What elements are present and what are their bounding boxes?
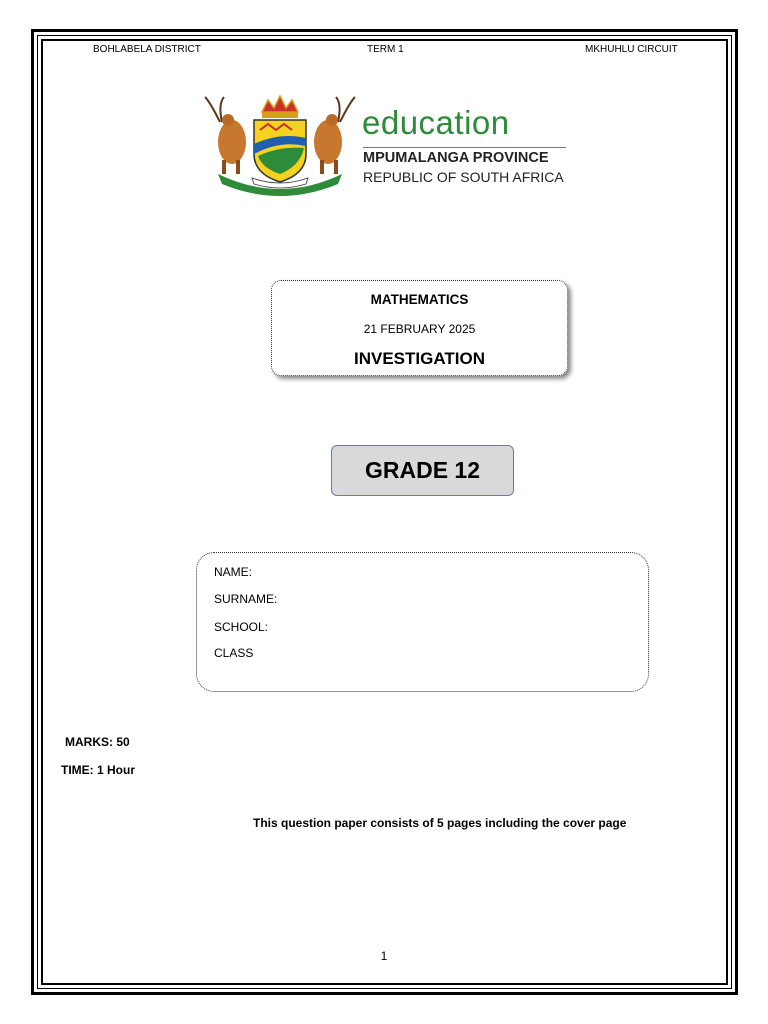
- logo-republic: REPUBLIC OF SOUTH AFRICA: [363, 169, 564, 185]
- coat-of-arms-icon: [200, 92, 360, 196]
- assessment-type: INVESTIGATION: [354, 349, 485, 368]
- name-label: NAME:: [214, 565, 253, 579]
- grade-badge: GRADE 12: [331, 445, 514, 496]
- school-label: SCHOOL:: [214, 620, 269, 634]
- surname-label: SURNAME:: [214, 592, 278, 606]
- time-allowed: TIME: 1 Hour: [61, 763, 135, 777]
- subject-box: [271, 280, 568, 376]
- header-circuit: MKHUHLU CIRCUIT: [585, 44, 678, 55]
- header-term: TERM 1: [367, 44, 404, 55]
- class-label: CLASS: [214, 646, 254, 660]
- learner-info-box: [196, 552, 649, 692]
- subject-title: MATHEMATICS: [370, 292, 469, 307]
- logo-divider: [363, 147, 566, 148]
- logo-province: MPUMALANGA PROVINCE: [363, 150, 549, 166]
- page-number: 1: [380, 949, 388, 963]
- header-district: BOHLABELA DISTRICT: [93, 44, 201, 55]
- exam-date: 21 FEBRUARY 2025: [363, 322, 476, 336]
- marks-total: MARKS: 50: [65, 735, 130, 749]
- department-logo: [200, 92, 580, 196]
- logo-word: education: [362, 104, 510, 141]
- pages-note: This question paper consists of 5 pages including the cover page: [253, 816, 627, 830]
